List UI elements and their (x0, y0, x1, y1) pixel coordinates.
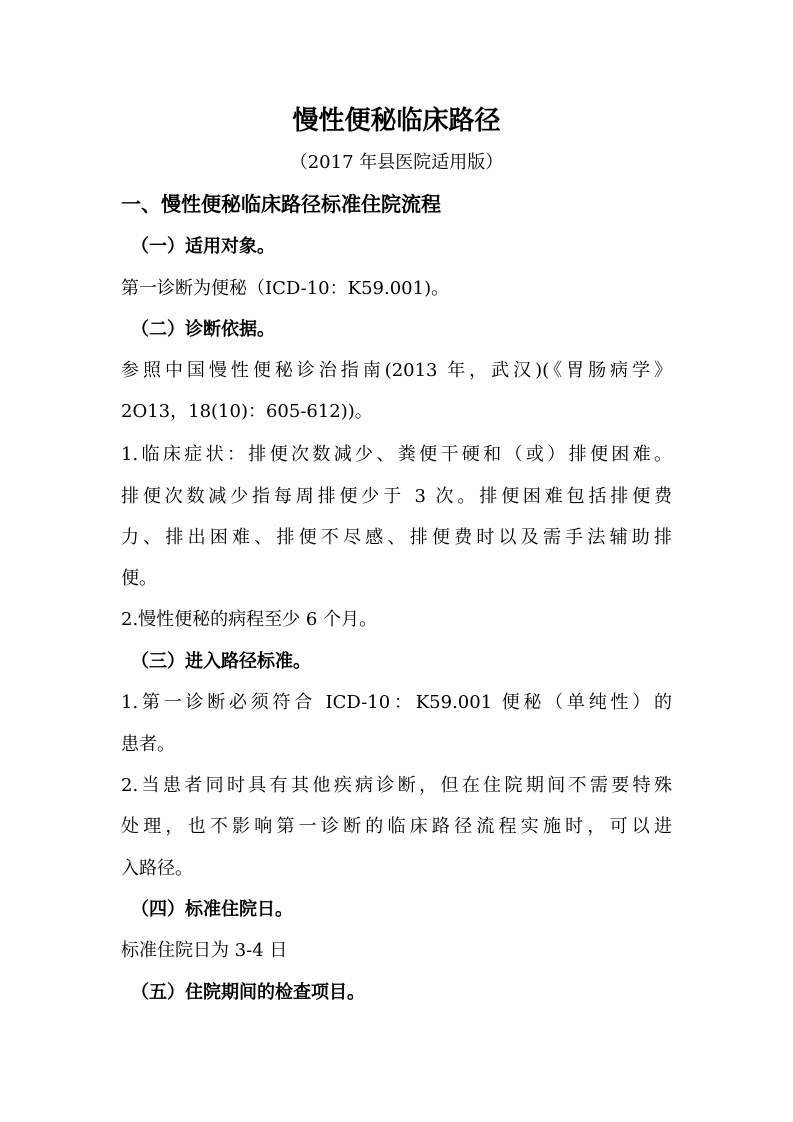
subsection-heading-entry-criteria: （三）进入路径标准。 (131, 651, 311, 672)
document-title: 慢性便秘临床路径 (292, 106, 501, 136)
paragraph-entry-1-line-2: 患者。 (121, 734, 175, 755)
paragraph-first-diagnosis: 第一诊断为便秘（ICD-10：K59.001)。 (121, 278, 450, 299)
subsection-heading-applicable-object: （一）适用对象。 (131, 236, 275, 257)
paragraph-symptoms-line-2: 排便次数减少指每周排便少于 3 次。排便困难包括排便费 (121, 486, 672, 507)
section-heading-1: 一、慢性便秘临床路径标准住院流程 (121, 192, 441, 216)
paragraph-guideline-line-2: 2O13，18(10)：605-612))。 (121, 401, 373, 422)
paragraph-course-duration: 2.慢性便秘的病程至少 6 个月。 (121, 609, 378, 630)
paragraph-entry-2-line-3: 入路径。 (121, 858, 193, 879)
subsection-heading-diagnosis-basis: （二）诊断依据。 (131, 319, 275, 340)
document-subtitle: （2017 年县医院适用版） (289, 152, 504, 173)
paragraph-entry-2-line-2: 处理，也不影响第一诊断的临床路径流程实施时，可以进 (121, 816, 672, 837)
paragraph-entry-1-line-1: 1.第一诊断必须符合 ICD-10：K59.001 便秘（单纯性）的 (121, 692, 672, 713)
subsection-heading-examination-items: （五）住院期间的检查项目。 (131, 982, 365, 1003)
paragraph-symptoms-line-1: 1.临床症状：排便次数减少、粪便干硬和（或）排便困难。 (121, 444, 672, 465)
paragraph-guideline-line-1: 参照中国慢性便秘诊治指南(2013 年，武汉)(《胃肠病学》 (121, 360, 672, 381)
paragraph-symptoms-line-4: 便。 (121, 568, 157, 589)
paragraph-entry-2-line-1: 2.当患者同时具有其他疾病诊断，但在住院期间不需要特殊 (121, 775, 672, 796)
paragraph-hospital-stay: 标准住院日为 3-4 日 (121, 940, 288, 961)
subsection-heading-hospital-stay: （四）标准住院日。 (131, 899, 293, 920)
paragraph-symptoms-line-3: 力、排出困难、排便不尽感、排便费时以及需手法辅助排 (121, 527, 672, 548)
